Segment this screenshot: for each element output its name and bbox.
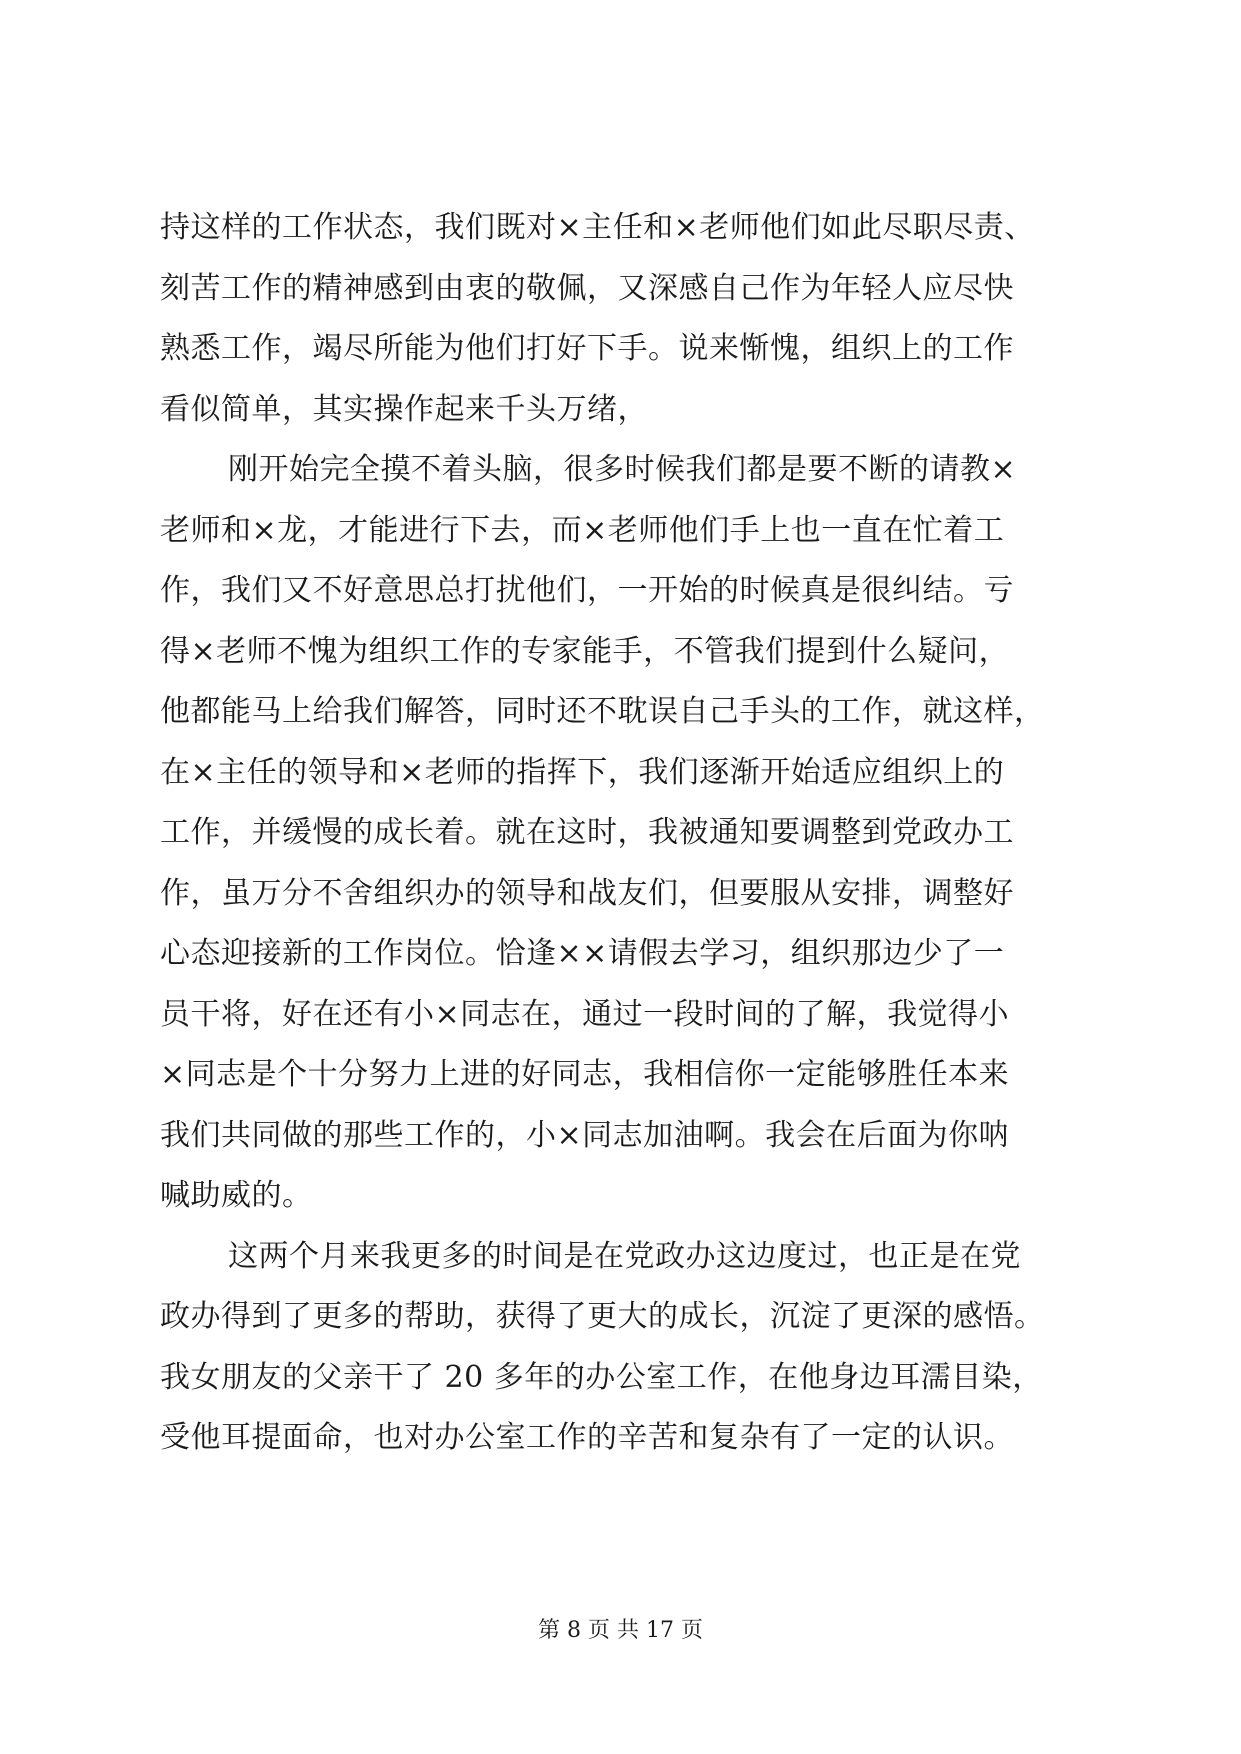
paragraph-2 — [160, 440, 1080, 1227]
text-line: ×同志是个十分努力上进的好同志，我相信你一定能够胜任本来 — [160, 1057, 1010, 1092]
text-line: 政办得到了更多的帮助，获得了更大的成长，沉淀了更深的感悟。 — [160, 1299, 1045, 1334]
text-line: 这两个月来我更多的时间是在党政办这边度过，也正是在党 — [228, 1238, 1021, 1274]
text-line: 作，我们又不好意思总打扰他们，一开始的时候真是很纠结。亏 — [160, 573, 1014, 608]
text-line: 作，虽万分不舍组织办的领导和战友们，但要服从安排，调整好 — [160, 875, 1014, 911]
text-line: 在×主任的领导和×老师的指挥下，我们逐渐开始适应组织上的 — [160, 754, 1005, 790]
text-line: 他都能马上给我们解答，同时还不耽误自己手头的工作，就这样， — [160, 694, 1045, 729]
text-line: 得×老师不愧为组织工作的专家能手，不管我们提到什么疑问， — [160, 633, 1010, 669]
text-line: 刻苦工作的精神感到由衷的敬佩，又深感自己作为年轻人应尽快 — [160, 270, 1014, 306]
text-line: 受他耳提面命，也对办公室工作的辛苦和复杂有了一定的认识。 — [160, 1420, 1014, 1455]
text-line: 喊助威的。 — [160, 1178, 313, 1213]
text-line: 刚开始完全摸不着头脑，很多时候我们都是要不断的请教× — [228, 452, 1017, 487]
document-body — [160, 198, 1080, 1469]
text-line: 工作，并缓慢的成长着。就在这时，我被通知要调整到党政办工 — [160, 815, 1014, 850]
text-line: 心态迎接新的工作岗位。恰逢××请假去学习，组织那边少了一 — [160, 936, 1005, 971]
text-line: 我们共同做的那些工作的，小×同志加油啊。我会在后面为你呐 — [160, 1117, 1010, 1153]
paragraph-1 — [160, 198, 1080, 440]
page-number-footer: 第 8 页 共 17 页 — [538, 1618, 703, 1643]
paragraph-3 — [160, 1227, 1080, 1469]
text-line: 员干将，好在还有小×同志在，通过一段时间的了解，我觉得小 — [160, 996, 1010, 1032]
text-line: 我女朋友的父亲干了 20 多年的办公室工作，在他身边耳濡目染， — [160, 1359, 1043, 1395]
text-line: 老师和×龙，才能进行下去，而×老师他们手上也一直在忙着工 — [160, 512, 1005, 548]
text-line: 看似简单，其实操作起来千头万绪， — [160, 391, 648, 427]
text-line: 熟悉工作，竭尽所能为他们打好下手。说来惭愧，组织上的工作 — [160, 331, 1014, 366]
text-line: 持这样的工作状态，我们既对×主任和×老师他们如此尽职尽责、 — [160, 210, 1035, 245]
